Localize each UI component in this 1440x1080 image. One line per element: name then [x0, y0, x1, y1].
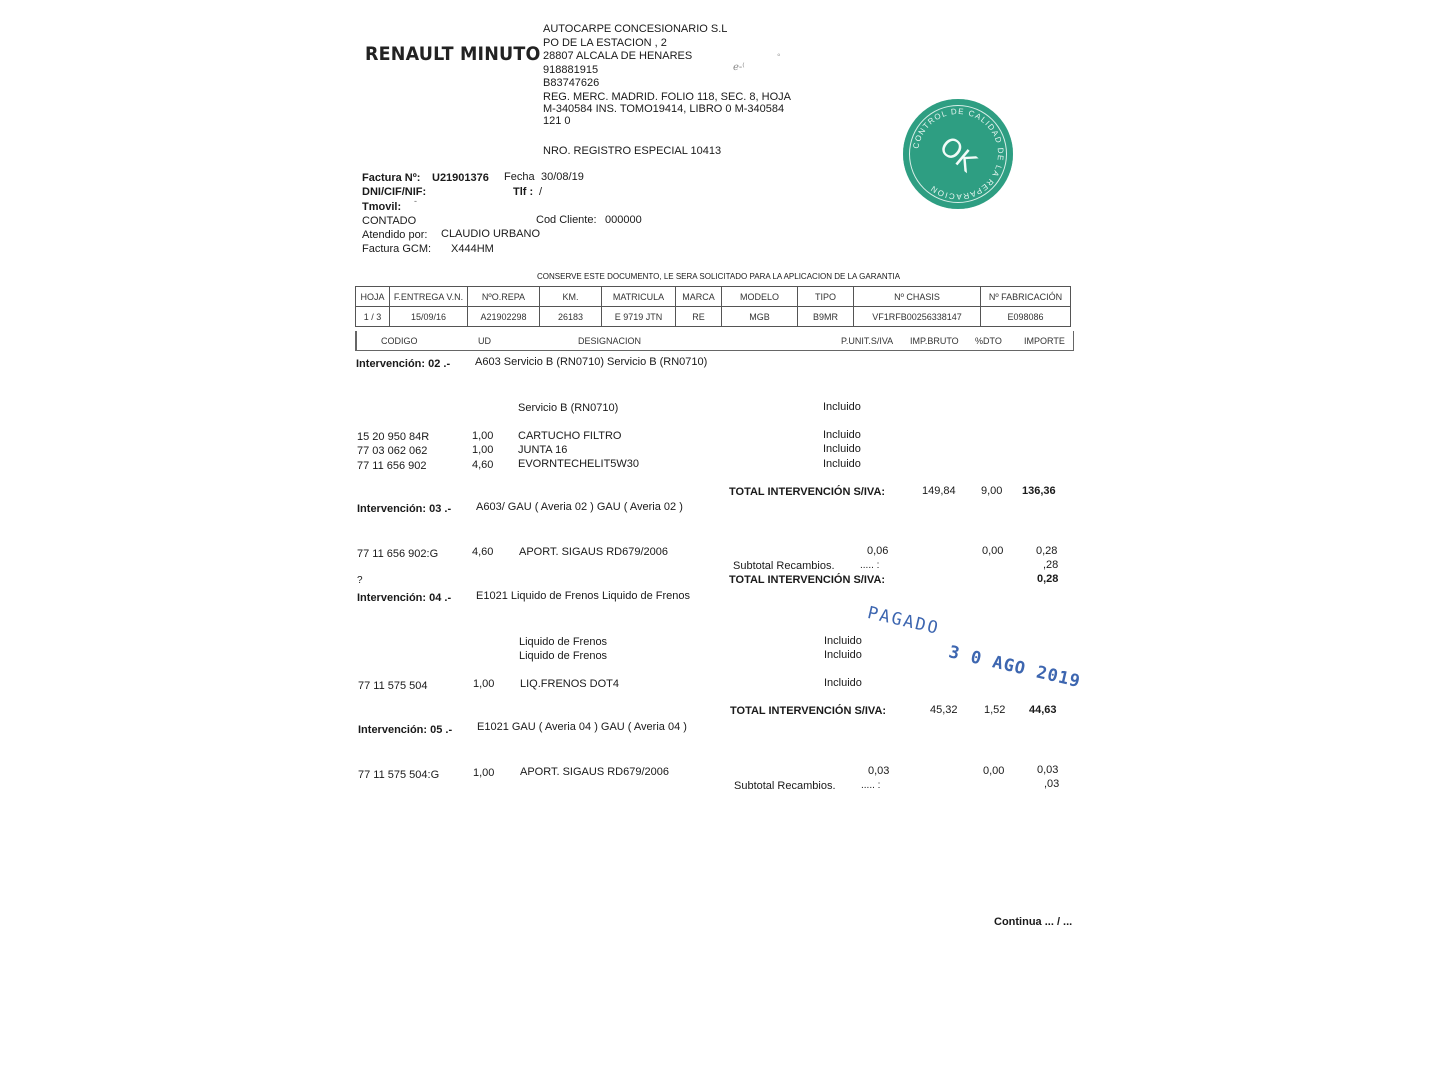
- part-dto: 0,00: [983, 765, 1005, 777]
- ok-stamp-graphic: [903, 99, 1013, 209]
- company-line: M-340584 INS. TOMO19414, LIBRO 0 M-340584: [543, 103, 785, 115]
- col-impbruto: IMP.BRUTO: [910, 336, 959, 346]
- table-header-cell: NºO.REPA: [468, 287, 540, 307]
- table-header-cell: MATRICULA: [602, 287, 676, 307]
- part-qty: 4,60: [472, 546, 494, 558]
- service-description: Liquido de Frenos: [519, 636, 608, 648]
- company-line: REG. MERC. MADRID. FOLIO 118, SEC. 8, HOJA: [543, 90, 791, 103]
- col-designacion: DESIGNACION: [578, 336, 642, 346]
- total-dto: 1,52: [984, 704, 1006, 716]
- company-line: B83747626: [543, 77, 600, 89]
- table-cell: A21902298: [468, 307, 540, 327]
- subtotal-dots: ..... :: [860, 560, 880, 571]
- factura-label: Factura Nº:: [362, 172, 421, 184]
- table-header-cell: MARCA: [676, 287, 722, 307]
- service-status: Incluido: [823, 401, 861, 413]
- vehicle-info-table: [355, 286, 1071, 327]
- subtotal-dots: ..... :: [861, 780, 881, 791]
- scan-mark: ℯ-⁽: [733, 62, 745, 73]
- fecha-value: 30/08/19: [541, 171, 584, 183]
- cod-cliente-label: Cod Cliente:: [536, 214, 597, 226]
- part-code: 15 20 950 84R: [357, 431, 430, 443]
- intervencion-03-title: A603/ GAU ( Averia 02 ) GAU ( Averia 02 ): [476, 501, 683, 513]
- total-label: TOTAL INTERVENCIÓN S/IVA:: [729, 574, 886, 586]
- part-qty: 1,00: [473, 678, 495, 690]
- gcm-value: X444HM: [451, 243, 494, 255]
- part-code: 77 11 575 504: [358, 680, 428, 692]
- vehicle-table-value-row: [356, 307, 1071, 327]
- part-desc: APORT. SIGAUS RD679/2006: [519, 546, 668, 558]
- part-qty: 4,60: [472, 459, 494, 471]
- intervencion-05-label: Intervención: 05 .-: [358, 724, 453, 736]
- table-cell: MGB: [722, 307, 798, 327]
- col-importe: IMPORTE: [1024, 336, 1065, 346]
- pagado-stamp: [861, 603, 1087, 692]
- payment-method: CONTADO: [362, 215, 417, 227]
- table-cell: 1 / 3: [356, 307, 390, 327]
- scan-mark: ◦: [777, 50, 781, 61]
- total-bruto: 45,32: [930, 704, 958, 716]
- total-label: TOTAL INTERVENCIÓN S/IVA:: [729, 486, 886, 498]
- atendido-value: CLAUDIO URBANO: [441, 228, 541, 240]
- intervencion-05-title: E1021 GAU ( Averia 04 ) GAU ( Averia 04 ): [477, 721, 687, 733]
- intervencion-04-label: Intervención: 04 .-: [357, 592, 452, 604]
- table-header-cell: TIPO: [798, 287, 854, 307]
- part-desc: CARTUCHO FILTRO: [518, 430, 622, 442]
- tmovil-value: -: [414, 196, 417, 206]
- factura-number: U21901376: [432, 172, 489, 184]
- dni-label: DNI/CIF/NIF:: [362, 186, 427, 198]
- table-header-cell: F.ENTREGA V.N.: [390, 287, 468, 307]
- subtotal-label: Subtotal Recambios.: [734, 780, 836, 792]
- company-address-block: [543, 23, 791, 129]
- table-cell: E098086: [981, 307, 1071, 327]
- table-header-cell: MODELO: [722, 287, 798, 307]
- intervencion-02-label: Intervención: 02 .-: [356, 358, 451, 370]
- registro-especial: NRO. REGISTRO ESPECIAL 10413: [543, 145, 722, 157]
- table-cell: E 9719 JTN: [602, 307, 676, 327]
- table-header-cell: Nº FABRICACIÓN: [981, 287, 1071, 307]
- total-importe: 0,28: [1037, 573, 1059, 585]
- cod-cliente-value: 000000: [605, 214, 642, 226]
- table-cell: 26183: [540, 307, 602, 327]
- company-line: 28807 ALCALA DE HENARES: [543, 50, 693, 62]
- part-punit: 0,03: [868, 765, 890, 777]
- service-status: Incluido: [824, 635, 862, 647]
- ok-stamp-text: OK: [933, 131, 982, 179]
- ok-stamp-ring-text: CONTROL DE CALIDAD DE LA REPARACION: [911, 106, 1006, 202]
- service-description: Servicio B (RN0710): [518, 402, 619, 414]
- table-header-cell: HOJA: [356, 287, 390, 307]
- tlf-value: /: [539, 186, 543, 198]
- part-desc: LIQ.FRENOS DOT4: [520, 678, 620, 690]
- table-cell: RE: [676, 307, 722, 327]
- question-mark: ?: [357, 575, 363, 586]
- atendido-label: Atendido por:: [362, 229, 428, 241]
- part-code: 77 11 656 902:G: [357, 548, 439, 560]
- total-importe: 44,63: [1029, 704, 1057, 716]
- part-qty: 1,00: [472, 430, 494, 442]
- part-code: 77 03 062 062: [357, 445, 428, 457]
- tmovil-label: Tmovil:: [362, 201, 402, 213]
- total-bruto: 149,84: [922, 485, 956, 497]
- table-header-cell: Nº CHASIS: [854, 287, 981, 307]
- part-importe: 0,28: [1036, 545, 1058, 557]
- intervencion-04-title: E1021 Liquido de Frenos Liquido de Frenos: [476, 590, 691, 602]
- company-line: AUTOCARPE CONCESIONARIO S.L: [543, 23, 728, 35]
- part-status: Incluido: [823, 443, 861, 455]
- total-importe: 136,36: [1022, 485, 1056, 497]
- pagado-text: PAGADO: [865, 603, 942, 640]
- gcm-label: Factura GCM:: [362, 243, 432, 255]
- vehicle-table-header-row: [356, 287, 1071, 307]
- part-code: 77 11 575 504:G: [358, 769, 440, 781]
- intervencion-02-title: A603 Servicio B (RN0710) Servicio B (RN0710): [475, 356, 708, 368]
- tlf-label: Tlf :: [513, 186, 534, 198]
- total-dto: 9,00: [981, 485, 1003, 497]
- part-status: Incluido: [824, 677, 862, 689]
- col-punit: P.UNIT.S/IVA: [841, 336, 894, 346]
- part-punit: 0,06: [867, 545, 889, 557]
- part-desc: JUNTA 16: [518, 444, 568, 456]
- part-qty: 1,00: [473, 767, 495, 779]
- col-ud: UD: [478, 336, 491, 346]
- part-qty: 1,00: [472, 444, 494, 456]
- subtotal-label: Subtotal Recambios.: [733, 560, 835, 572]
- col-dto: %DTO: [975, 336, 1002, 346]
- part-importe: 0,03: [1037, 764, 1059, 776]
- part-dto: 0,00: [982, 545, 1004, 557]
- line-items-column-header: [355, 331, 1074, 351]
- continua-label: Continua ... / ...: [994, 916, 1073, 928]
- intervencion-03-label: Intervención: 03 .-: [357, 503, 452, 515]
- part-status: Incluido: [823, 429, 861, 441]
- renault-minuto-logo: RENAULT MINUTO: [365, 43, 541, 65]
- service-description: Liquido de Frenos: [519, 650, 608, 662]
- warranty-notice: CONSERVE ESTE DOCUMENTO, LE SERA SOLICITADO PARA LA APLICACION DE LA GARANTIA: [537, 272, 901, 281]
- col-codigo: CODIGO: [381, 336, 418, 346]
- company-line: 121 0: [543, 115, 571, 127]
- company-line: PO DE LA ESTACION , 2: [543, 36, 667, 49]
- quality-control-ok-stamp: [903, 99, 1013, 209]
- table-cell: B9MR: [798, 307, 854, 327]
- table-header-cell: KM.: [540, 287, 602, 307]
- part-desc: APORT. SIGAUS RD679/2006: [520, 766, 669, 778]
- company-line: 918881915: [543, 63, 599, 76]
- part-desc: EVORNTECHELIT5W30: [518, 458, 640, 470]
- total-label: TOTAL INTERVENCIÓN S/IVA:: [730, 705, 887, 717]
- part-status: Incluido: [823, 458, 861, 470]
- subtotal-value: ,28: [1043, 559, 1059, 571]
- pagado-date: 3 0 AGO 2019: [946, 642, 1083, 693]
- table-cell: 15/09/16: [390, 307, 468, 327]
- part-code: 77 11 656 902: [357, 460, 427, 472]
- fecha-label: Fecha: [504, 171, 535, 183]
- table-cell: VF1RFB00256338147: [854, 307, 981, 327]
- service-status: Incluido: [824, 649, 862, 661]
- subtotal-value: ,03: [1044, 778, 1060, 790]
